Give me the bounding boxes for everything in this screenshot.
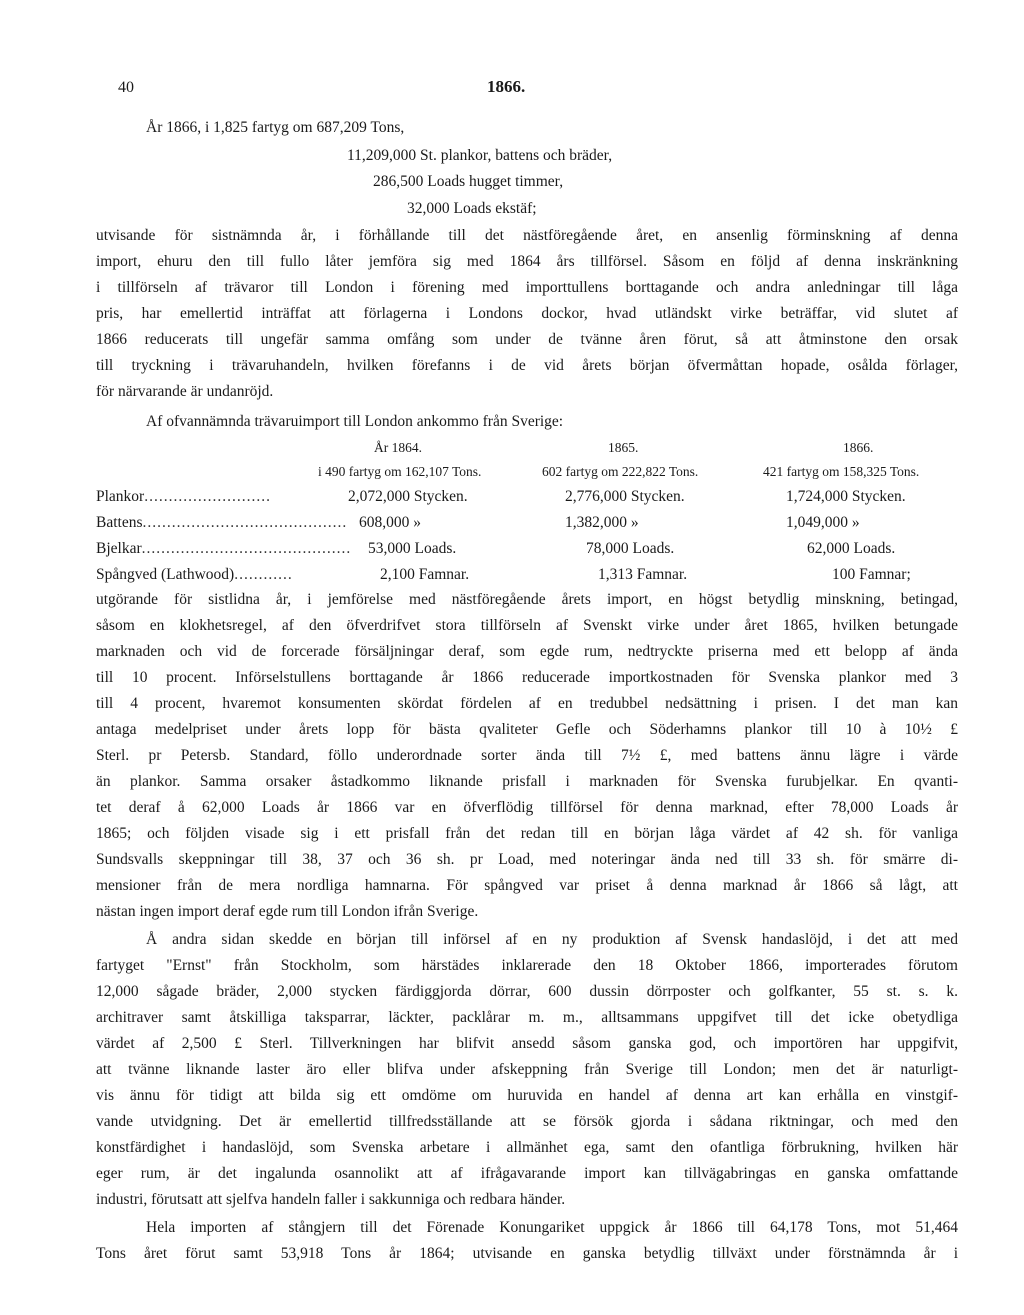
table-row-label: Bjelkar........................................... bbox=[96, 540, 352, 557]
paragraph-line: pris, har emellertid inträffat att förlagerna i Londons dockor, hvad utländskt virke beträffar, vid slutet af bbox=[96, 305, 958, 322]
intro-line: 11,209,000 St. plankor, battens och bräder, bbox=[347, 147, 613, 164]
paragraph-line: till tryckning i trävaruhandeln, hvilken förefanns i de vid årets början öfvermåttan hopade, osålda förlager, bbox=[96, 357, 958, 374]
paragraph-line: antaga medelpriset under årets lopp för bästa qvaliteter Gefle och Söderhamns plankor till 10 à 10½ £ bbox=[96, 721, 958, 738]
table-cell: 53,000 Loads. bbox=[368, 540, 457, 557]
table-cell: 100 Famnar; bbox=[832, 566, 911, 583]
table-year-header: 1865. bbox=[608, 440, 639, 455]
paragraph-line: i tillförseln af trävaror till London i förening med importtullens borttagande och andra anledningar till låga bbox=[96, 279, 958, 296]
table-row-label: Plankor.......................... bbox=[96, 488, 271, 505]
paragraph-line: att tvänne liknande laster äro eller blifva under afskeppning från Sverige till London; men det är naturligt- bbox=[96, 1061, 958, 1078]
table-cell: 1,724,000 Stycken. bbox=[786, 488, 906, 505]
table-intro: Af ofvannämnda trävaruimport till London ankommo från Sverige: bbox=[146, 413, 564, 430]
paragraph-line: Hela importen af stångjern till det Förenade Konungariket uppgick år 1866 till 64,178 Tons, mot 51,464 bbox=[146, 1219, 958, 1236]
paragraph-line: industri, förutsatt att sjelfva handeln faller i sakkunniga och redbara händer. bbox=[96, 1191, 566, 1208]
paragraph-line: Tons året förut samt 53,918 Tons år 1864; utvisande en ganska betydlig tillväxt under förstnämnda år i bbox=[96, 1245, 958, 1262]
table-cell: 62,000 Loads. bbox=[807, 540, 896, 557]
paragraph-line: marknaden och vid de forcerade försäljningar deraf, som egde rum, nedtryckte priserna med ett belopp af ända bbox=[96, 643, 958, 660]
paragraph-line: vis ännu för tidigt att bilda sig ett omdöme om huruvida en handel af denna art kan erhålla en vinstgif- bbox=[96, 1087, 958, 1104]
paragraph-line: för närvarande är undanröjd. bbox=[96, 383, 274, 400]
paragraph-line: till 10 procent. Införselstullens borttagande år 1866 reducerade importkostnaden för Svenska plankor med 3 bbox=[96, 669, 958, 686]
table-cell: 1,313 Famnar. bbox=[598, 566, 688, 583]
table-row-label: Battens.......................................... bbox=[96, 514, 348, 531]
table-cell: 1,382,000 » bbox=[565, 514, 639, 531]
paragraph-line: än plankor. Samma orsaker åstadkommo liknande prisfall i marknaden för Svenska furubjelkar. En qvanti- bbox=[96, 773, 958, 790]
paragraph-line: 12,000 sågade bräder, 2,000 stycken färdiggjorda dörrar, 600 dussin dörrposter och golfkanter, 55 st. s. k. bbox=[96, 983, 958, 1000]
table-ships-header: 421 fartyg om 158,325 Tons. bbox=[763, 464, 920, 479]
paragraph-line: tet deraf å 62,000 Loads år 1866 var en öfverflödig tillförsel för denna marknad, efter 78,000 Loads år bbox=[96, 799, 958, 816]
paragraph-line: mensioner från de mera nordliga hamnarna. För spångved var priset å denna marknad år 1866 så lågt, att bbox=[96, 877, 958, 894]
paragraph-line: Sterl. pr Petersb. Standard, föllo underordnade sorter ända till 7½ £, med battens ännu lägre i värde bbox=[96, 747, 958, 764]
paragraph-line: till 4 procent, hvaremot konsumenten skördat fördelen af en tredubbel nedsättning i prisen. I det man kan bbox=[96, 695, 958, 712]
table-cell: 1,049,000 » bbox=[786, 514, 860, 531]
paragraph-line: import, ehuru den till fullo låter jemföra sig med 1864 års tillförsel. Såsom en följd af denna inskränkning bbox=[96, 253, 958, 270]
table-cell: 78,000 Loads. bbox=[586, 540, 675, 557]
table-cell: 2,100 Famnar. bbox=[380, 566, 470, 583]
paragraph-line: Sundsvalls skeppningar till 38, 37 och 36 sh. pr Load, med noteringar ända ned till 33 sh. för smärre di- bbox=[96, 851, 958, 868]
page-number: 40 bbox=[118, 79, 134, 96]
table-ships-header: i 490 fartyg om 162,107 Tons. bbox=[318, 464, 482, 479]
paragraph-line: Å andra sidan skedde en början till införsel af en ny produktion af Svensk handaslöjd, i det att med bbox=[146, 931, 958, 948]
intro-line: År 1866, i 1,825 fartyg om 687,209 Tons, bbox=[146, 119, 405, 136]
table-cell: 2,072,000 Stycken. bbox=[348, 488, 468, 505]
paragraph-line: värdet af 2,500 £ Sterl. Tillverkningen har blifvit ansedd såsom ganska god, och importören har uppgifvit, bbox=[96, 1035, 958, 1052]
paragraph-line: 1865; och följden visade sig i ett prisfall från det redan till en början låga värdet af 42 sh. för vanliga bbox=[96, 825, 958, 842]
paragraph-line: konstfärdighet i handaslöjd, som Svenska arbetare i allmänhet ega, samt den ofantliga förbrukning, hvilken här bbox=[96, 1139, 958, 1156]
table-cell: 608,000 » bbox=[359, 514, 421, 531]
paragraph-line: såsom en klokhetsregel, af den öfverdrifvet stora tillförseln af Svenskt virke under året 1865, hvilken betungade bbox=[96, 617, 958, 634]
intro-line: 286,500 Loads hugget timmer, bbox=[373, 173, 564, 190]
table-row-label: Spångved (Lathwood)............ bbox=[96, 566, 293, 583]
year-heading: 1866. bbox=[487, 77, 526, 96]
paragraph-line: 1866 reducerats till ungefär samma omfång som under de tvänne åren förut, så att åtminstone den orsak bbox=[96, 331, 958, 348]
paragraph-line: nästan ingen import deraf egde rum till London ifrån Sverige. bbox=[96, 903, 479, 920]
intro-line: 32,000 Loads ekstäf; bbox=[407, 200, 537, 217]
table-ships-header: 602 fartyg om 222,822 Tons. bbox=[542, 464, 699, 479]
paragraph-line: utgörande för sistlidna år, i jemförelse med nästföregående årets import, en högst betydlig minskning, betingad, bbox=[96, 591, 958, 608]
paragraph-line: eger rum, är det ingalunda osannolikt att af ifrågavarande import kan tillvägabringas en ganska omfattande bbox=[96, 1165, 958, 1182]
paragraph-line: fartyget "Ernst" från Stockholm, som härstädes inklarerade den 18 Oktober 1866, importerades förutom bbox=[96, 957, 958, 974]
paragraph-line: architraver samt åtskilliga taksparrar, läckter, packlårar m. m., alltsammans uppgifvet till det icke obetydliga bbox=[96, 1009, 958, 1026]
paragraph-line: vande utvidgning. Det är emellertid tillfredsställande att se försök gjorda i sådana riktningar, och med den bbox=[96, 1113, 958, 1130]
paragraph-line: utvisande för sistnämnda år, i förhållande till det nästföregående året, en ansenlig förminskning af denna bbox=[96, 227, 958, 244]
table-cell: 2,776,000 Stycken. bbox=[565, 488, 685, 505]
table-year-header: År 1864. bbox=[374, 440, 422, 455]
table-year-header: 1866. bbox=[843, 440, 874, 455]
